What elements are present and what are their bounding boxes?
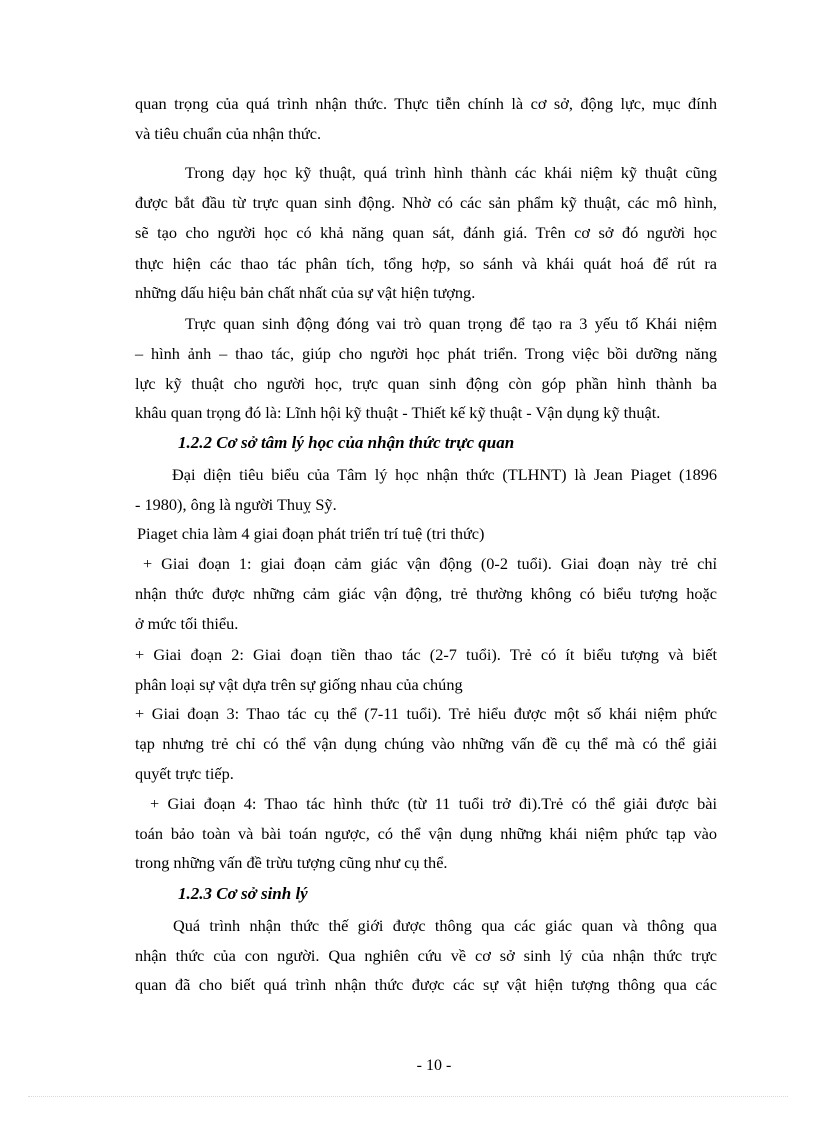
text-line: quan đã cho biết quá trình nhận thức được các sự vật hiện tượng thông qua các [135,975,717,994]
page-number: - 10 - [416,1057,452,1074]
piaget-stages-intro: Piaget chia làm 4 giai đoạn phát triển trí tuệ (tri thức) [137,524,485,543]
text-line: toán bảo toàn và bài toán ngược, có thể vận dụng những khái niệm phức tạp vào [135,824,717,843]
text-line: – hình ảnh – thao tác, giúp cho người học phát triển. Trong việc bồi dưỡng năng [135,344,717,363]
page-bottom-border [28,1096,788,1097]
text-line: Trong dạy học kỹ thuật, quá trình hình thành các khái niệm kỹ thuật cũng [185,163,717,182]
text-line: + Giai đoạn 2: Giai đoạn tiền thao tác (2-7 tuổi). Trẻ có ít biểu tượng và biết [135,645,717,664]
section-heading-1-2-2: 1.2.2 Cơ sở tâm lý học của nhận thức trực quan [178,433,515,452]
text-line: - 1980), ông là người Thuỵ Sỹ. [135,495,337,514]
text-line: nhận thức được những cảm giác vận động, trẻ thường không có biểu tượng hoặc [135,584,717,603]
text-line: khâu quan trọng đó là: Lĩnh hội kỹ thuật - Thiết kế kỹ thuật - Vận dụng kỹ thuật. [135,403,661,422]
text-line: lực kỹ thuật cho người học, trực quan sinh động còn góp phần hình thành ba [135,374,717,393]
text-line: những dấu hiệu bản chất nhất của sự vật hiện tượng. [135,283,476,302]
text-line: + Giai đoạn 4: Thao tác hình thức (từ 11 tuổi trở đi).Trẻ có thể giải được bài [150,794,717,813]
text-line: + Giai đoạn 3: Thao tác cụ thể (7-11 tuổi). Trẻ hiểu được một số khái niệm phức [135,704,717,723]
text-line: + Giai đoạn 1: giai đoạn cảm giác vận động (0-2 tuổi). Giai đoạn này trẻ chỉ [143,554,717,573]
text-line: tạp nhưng trẻ chỉ có thể vận dụng chúng vào những vấn đề cụ thể mà có thể giải [135,734,717,753]
text-line: Quá trình nhận thức thế giới được thông qua các giác quan và thông qua [173,916,717,935]
text-line: và tiêu chuẩn của nhận thức. [135,124,322,143]
text-line: trong những vấn đề trừu tượng cũng như cụ thể. [135,853,448,872]
text-line: nhận thức của con người. Qua nghiên cứu về cơ sở sinh lý của nhận thức trực [135,946,717,965]
text-line: quan trọng của quá trình nhận thức. Thực tiễn chính là cơ sở, động lực, mục đính [135,94,717,113]
section-heading-1-2-3: 1.2.3 Cơ sở sinh lý [178,884,308,903]
text-line: Đại diện tiêu biểu của Tâm lý học nhận thức (TLHNT) là Jean Piaget (1896 [172,465,717,484]
text-line: ở mức tối thiểu. [135,614,239,633]
text-line: được bắt đầu từ trực quan sinh động. Nhờ có các sản phẩm kỹ thuật, các mô hình, [135,193,717,212]
text-line: quyết trực tiếp. [135,764,234,783]
text-line: sẽ tạo cho người học có khả năng quan sát, đánh giá. Trên cơ sở đó người học [135,223,717,242]
text-line: Trực quan sinh động đóng vai trò quan trọng để tạo ra 3 yếu tố Khái niệm [185,314,717,333]
text-line: thực hiện các thao tác phân tích, tổng hợp, so sánh và khái quát hoá để rút ra [135,254,717,273]
text-line: phân loại sự vật dựa trên sự giống nhau của chúng [135,675,463,694]
